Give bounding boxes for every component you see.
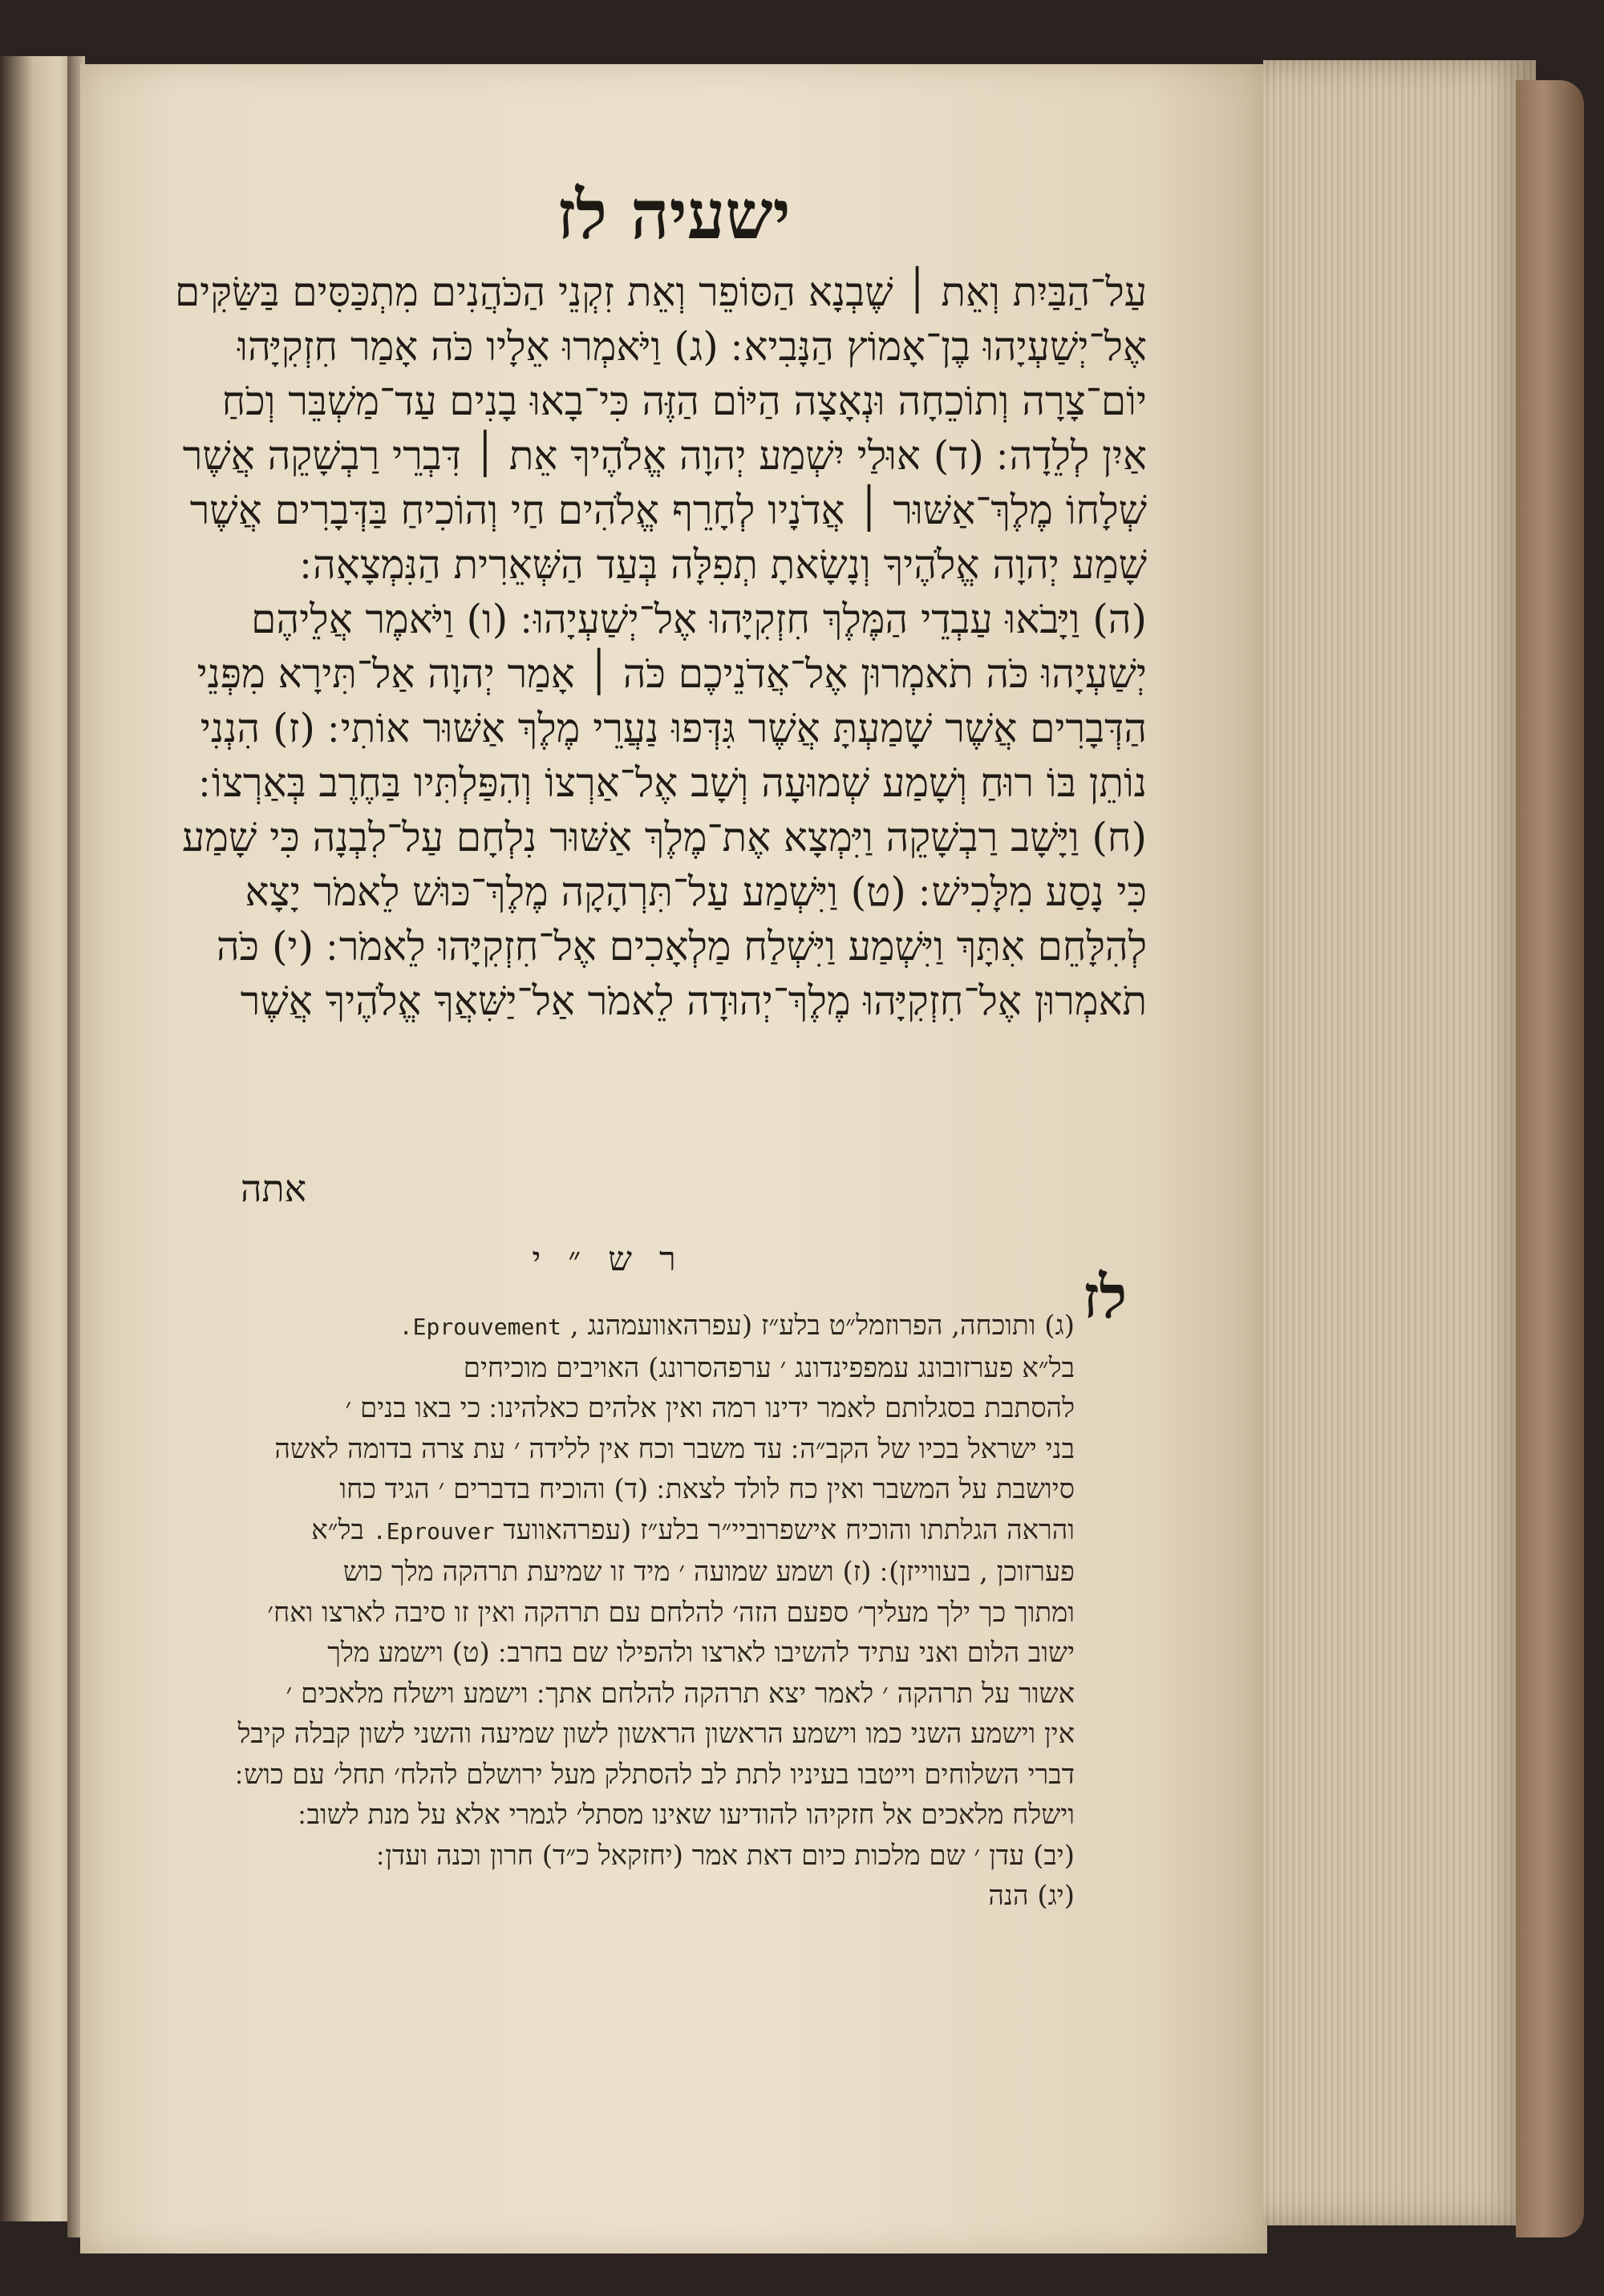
- commentary-line: וישלח מלאכים אל חזקיהו להודיעו שאינו מסתל׳ לגמרי אלא על מנת לשוב ׃: [298, 1799, 1075, 1831]
- commentary-line: להסתבת בסגלותם לאמר ידינו רמה ואין אלהים כאלהינו ׃ כי באו בנים ׳: [345, 1392, 1075, 1424]
- commentary-line: ומתוך כך ילך מעליך׳ ספעם הזה׳ להלחם עם תרהקה ואין זו סיבה לארצו ואח׳: [267, 1596, 1075, 1629]
- main-text-line: שְׁלָחוֹ מֶלֶךְ־אַשּׁוּר ׀ אֲדֹנָיו לְחָרֵף אֱלֹהִים חַי וְהוֹכִיחַ בַּדְּבָרִים אֲשֶׁר: [189, 487, 1147, 533]
- commentary-line: פערזוכן , בעווייזן) ׃ (ז) ושמע שמועה ׳ מיד זו שמיעת תרהקה מלך כוש: [342, 1556, 1075, 1588]
- commentary-line: [88, 1306, 1075, 1348]
- main-text-line: יוֹם־צָרָה וְתוֹכֵחָה וּנְאָצָה הַיּוֹם הַזֶּה כִּי־בָאוּ בָנִים עַד־מַשְׁבֵּר וְכֹחַ: [221, 378, 1147, 424]
- commentary-line: בל״א פערזובונג עמפפינדונג ׳ ערפהסרונג) האויבים מוכיחים: [463, 1351, 1075, 1384]
- page-fore-edge: [1263, 60, 1536, 2225]
- commentary-hebrew: (ג) ותוכחה, הפרוזמל״ט בלע״ז (עפרהאוועמהנג ,: [569, 1310, 1075, 1342]
- main-text-line: עַל־הַבַּיִת וְאֵת ׀ שֶׁבְנָא הַסּוֹפֵר וְאֵת זִקְנֵי הַכֹּהֲנִים מִתְכַּסִּים בַּשַּׂקִּים: [174, 269, 1147, 315]
- facing-page-edge: [0, 56, 74, 2221]
- commentary-line: בני ישראל בכיו של הקב״ה ׃ עד משבר וכח אין ללידה ׳ עת צרה בדומה לאשה: [274, 1432, 1075, 1465]
- commentary-line: סיושבת על המשבר ואין כח לולד לצאת ׃ (ד) והוכיח בדברים ׳ הגיד כחו: [339, 1473, 1075, 1505]
- main-text-line: שָׁמַע יְהוָה אֱלֹהֶיךָ וְנָשָׂאתָ תְפִלָּה בְּעַד הַשְּׁאֵרִית הַנִּמְצָאָה ׃: [300, 541, 1147, 588]
- commentary-block: [88, 1306, 1075, 1917]
- running-title: ישעיה לז: [557, 175, 791, 254]
- commentary-heading: רש״י: [532, 1239, 703, 1278]
- main-text-line: יְשַׁעְיָהוּ כֹּה תֹאמְרוּן אֶל־אֲדֹנֵיכֶם כֹּה ׀ אָמַר יְהוָה אַל־תִּירָא מִפְּנֵי: [196, 650, 1147, 697]
- chapter-mark: לז: [1083, 1263, 1128, 1332]
- main-text-line: אֶל־יְשַׁעְיָהוּ בֶן־אָמוֹץ הַנָּבִיא ׃ (ג) וַיֹּאמְרוּ אֵלָיו כֹּה אָמַר חִזְקִיָּהוּ: [237, 323, 1147, 370]
- commentary-line: אשור על תרהקה ׳ לאמר יצא תרהקה להלחם אתך ׃ וישמע וישלח מלאכים ׳: [286, 1677, 1075, 1710]
- main-text-line: (ח) וַיָּשָׁב רַבְשָׁקֵה וַיִּמְצָא אֶת־מֶלֶךְ אַשּׁוּר נִלְחָם עַל־לִבְנָה כִּי שָׁמַע: [181, 814, 1147, 860]
- main-text-line: לְהִלָּחֵם אִתָּךְ וַיִּשְׁמַע וַיִּשְׁלַח מַלְאָכִים אֶל־חִזְקִיָּהוּ לֵאמֹר ׃ (י) כֹּה: [216, 923, 1147, 970]
- commentary-line: (יב) עדן ׳ שם מלכות כיום דאת אמר (יחזקאל כ״ד) חרון וכנה ועדן ׃: [376, 1839, 1075, 1872]
- commentary-hebrew: והראה הגלתתו והוכיח אישפרוביי״ר בלע״ז (עפרהאוועד: [503, 1513, 1075, 1546]
- commentary-hebrew: בל״א: [311, 1513, 364, 1546]
- main-text-line: נוֹתֵן בּוֹ רוּחַ וְשָׁמַע שְׁמוּעָה וְשָׁב אֶל־אַרְצוֹ וְהִפַּלְתִּיו בַּחֶרֶב בְּאַרְצוֹ ׃: [199, 759, 1147, 806]
- main-text-line: תֹאמְרוּן אֶל־חִזְקִיָּהוּ מֶלֶךְ־יְהוּדָה לֵאמֹר אַל־יַשִּׁאֲךָ אֱלֹהֶיךָ אֲשֶׁר: [240, 978, 1147, 1024]
- commentary-line: [88, 1510, 1075, 1553]
- main-text-line: (ה) וַיָּבֹאוּ עַבְדֵי הַמֶּלֶךְ חִזְקִיָּהוּ אֶל־יְשַׁעְיָהוּ ׃ (ו) וַיֹּאמֶר אֲלֵיהֶם: [251, 596, 1147, 642]
- main-text-line: כִּי נָסַע מִלָּכִישׁ ׃ (ט) וַיִּשְׁמַע עַל־תִּרְהָקָה מֶלֶךְ־כּוּשׁ לֵאמֹר יָצָא: [245, 869, 1147, 915]
- french-gloss: Eprouvement.: [399, 1314, 562, 1340]
- main-text-line: הַדְּבָרִים אֲשֶׁר שָׁמַעְתָּ אֲשֶׁר גִּדְּפוּ נַעֲרֵי מֶלֶךְ אַשּׁוּר אוֹתִי ׃ (ז) הִנְנִי: [200, 705, 1147, 751]
- commentary-line: (יג) הנה: [988, 1880, 1075, 1912]
- commentary-line: אין וישמע השני כמו וישמע הראשון הראשון לשון שמיעה והשני לשון קבלה קיבל: [237, 1718, 1075, 1750]
- french-gloss: Eprouver.: [372, 1517, 495, 1545]
- book-cover-edge: [1516, 80, 1584, 2237]
- main-text-block: [88, 265, 1147, 1028]
- catchword: אתה: [241, 1167, 307, 1210]
- commentary-line: דברי השלוחים וייטבו בעיניו לתת לב להסתלק מעל ירושלם להלח׳ תחל׳ עם כוש ׃: [235, 1758, 1075, 1791]
- main-text-line: אַיִן לְלֵדָה ׃ (ד) אוּלַי יִשְׁמַע יְהוָה אֱלֹהֶיךָ אֵת ׀ דִּבְרֵי רַבְשָׁקֵה אֲשֶׁר: [182, 432, 1147, 479]
- commentary-line: ישוב הלום ואני עתיד להשיבו לארצו ולהפילו שם בחרב ׃ (ט) וישמע מלך: [327, 1637, 1075, 1669]
